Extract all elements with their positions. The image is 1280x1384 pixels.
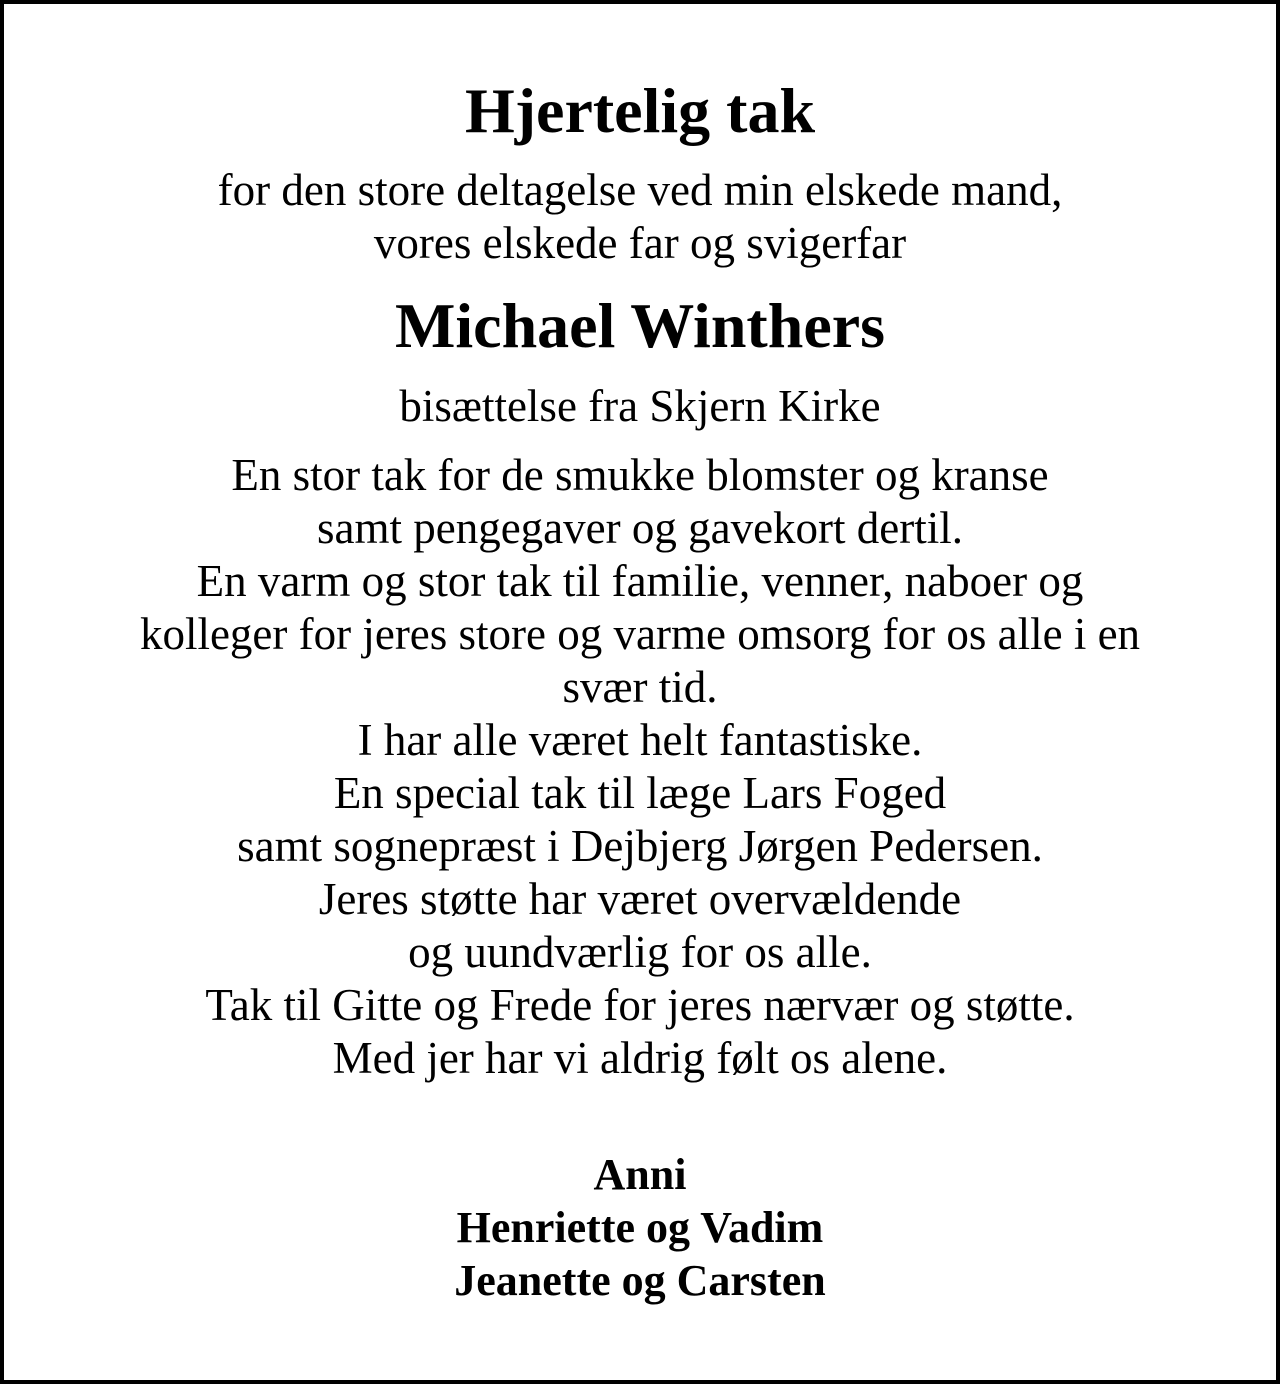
intro-line: vores elskede far og svigerfar [373, 218, 907, 268]
signature-line: Jeanette og Carsten [454, 1256, 826, 1305]
message-line: Tak til Gitte og Frede for jeres nærvær og støtte. [205, 980, 1075, 1030]
signature-line: Anni [593, 1150, 687, 1199]
intro-line: for den store deltagelse ved min elskede mand, [217, 165, 1063, 215]
message-line: kolleger for jeres store og varme omsorg for os alle i en [139, 609, 1141, 659]
deceased-name: Michael Winthers [394, 290, 886, 361]
message-line: svær tid. [562, 662, 718, 712]
notice-heading: Hjertelig tak [464, 75, 816, 146]
ceremony-line: bisættelse fra Skjern Kirke [399, 381, 881, 431]
message-line: En varm og stor tak til familie, venner, naboer og [196, 556, 1084, 606]
message-line: En special tak til læge Lars Foged [333, 768, 947, 818]
message-line: og uundværlig for os alle. [408, 927, 872, 977]
message-line: Jeres støtte har været overvældende [318, 874, 962, 924]
message-line: I har alle været helt fantastiske. [357, 715, 923, 765]
message-line: Med jer har vi aldrig følt os alene. [332, 1033, 948, 1083]
message-line: En stor tak for de smukke blomster og kranse [231, 450, 1049, 500]
signature-line: Henriette og Vadim [456, 1203, 824, 1252]
message-line: samt pengegaver og gavekort dertil. [316, 503, 964, 553]
message-line: samt sognepræst i Dejbjerg Jørgen Pedersen. [237, 821, 1043, 871]
